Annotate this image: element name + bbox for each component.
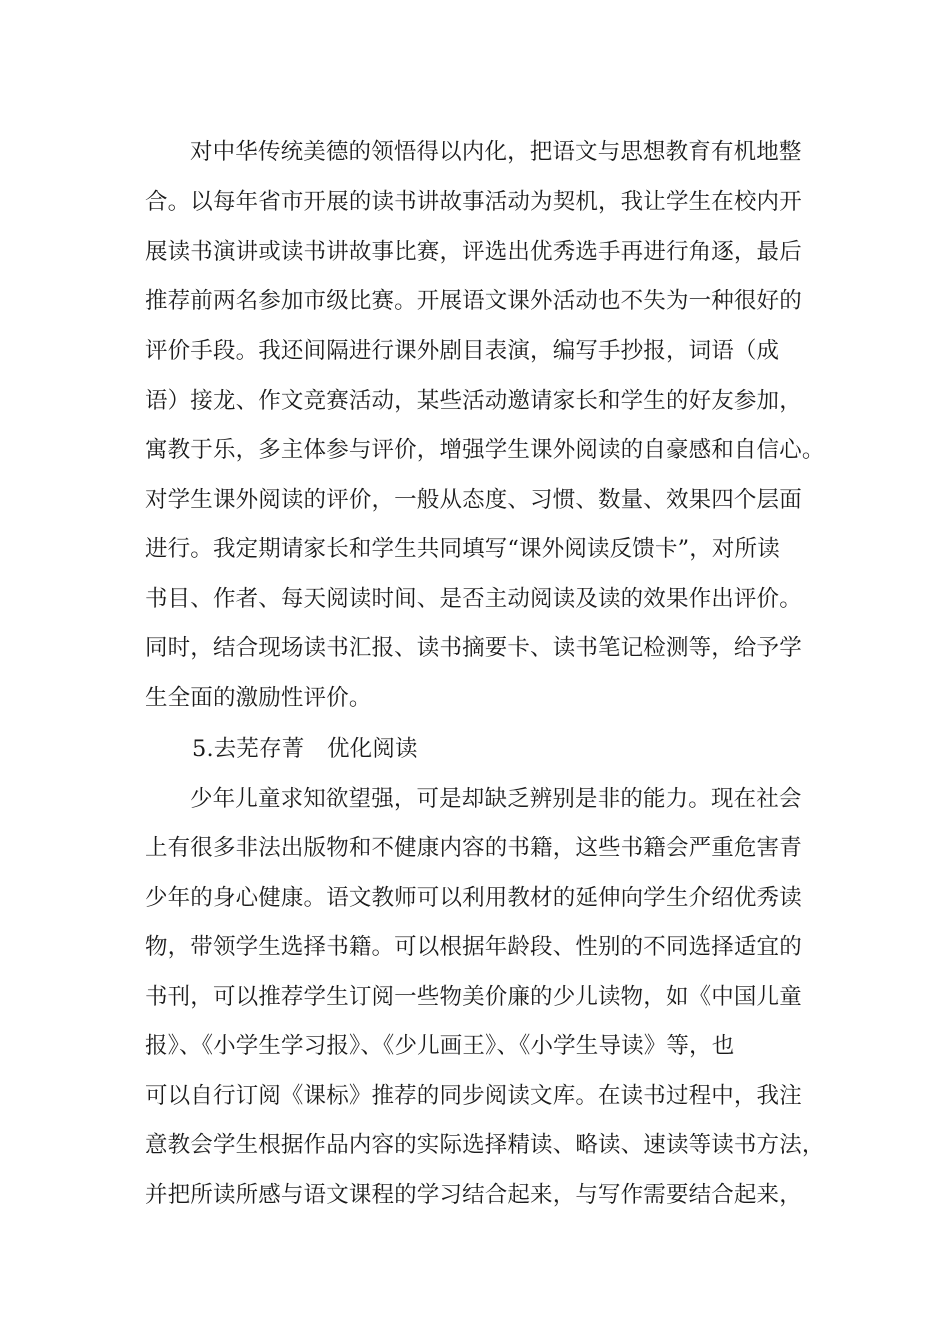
paragraph-1-line: 推荐前两名参加市级比赛。开展语文课外活动也不失为一种很好的 [145, 288, 802, 314]
paragraph-2-line: 意教会学生根据作品内容的实际选择精读、略读、速读等读书方法， [145, 1132, 825, 1158]
paragraph-1-line: 评价手段。我还间隔进行课外剧目表演，编写手抄报，词语（成 [145, 338, 780, 364]
paragraph-1-line: 生全面的激励性评价。 [145, 685, 372, 711]
paragraph-1-line: 对学生课外阅读的评价，一般从态度、习惯、数量、效果四个层面 [145, 487, 802, 513]
paragraph-2-line: 并把所读所感与语文课程的学习结合起来，与写作需要结合起来， [145, 1182, 802, 1208]
paragraph-1-line: 对中华传统美德的领悟得以内化，把语文与思想教育有机地整 [190, 139, 802, 165]
paragraph-1-line: 合。以每年省市开展的读书讲故事活动为契机，我让学生在校内开 [145, 189, 802, 215]
paragraph-2-line: 少年的身心健康。语文教师可以利用教材的延伸向学生介绍优秀读 [145, 885, 802, 911]
paragraph-1-line: 展读书演讲或读书讲故事比赛，评选出优秀选手再进行角逐，最后 [145, 239, 802, 265]
paragraph-1-line: 语）接龙、作文竞赛活动，某些活动邀请家长和学生的好友参加， [145, 388, 802, 414]
paragraph-2-line: 可以自行订阅《课标》推荐的同步阅读文库。在读书过程中，我注 [145, 1083, 802, 1109]
paragraph-1-line: 同时，结合现场读书汇报、读书摘要卡、读书笔记检测等，给予学 [145, 635, 802, 661]
paragraph-2-line: 报》、《小学生学习报》、《少儿画王》、《小学生导读》等，也 [145, 1033, 735, 1059]
paragraph-2-line: 物，带领学生选择书籍。可以根据年龄段、性别的不同选择适宜的 [145, 934, 802, 960]
paragraph-2-line: 少年儿童求知欲望强，可是却缺乏辨别是非的能力。现在社会 [190, 786, 802, 812]
paragraph-1-line: 书目、作者、每天阅读时间、是否主动阅读及读的效果作出评价。 [145, 586, 802, 612]
paragraph-1-line: 进行。我定期请家长和学生共同填写“课外阅读反馈卡”，对所读 [145, 536, 780, 562]
paragraph-2-line: 书刊，可以推荐学生订阅一些物美价廉的少儿读物，如《中国儿童 [145, 984, 802, 1010]
paragraph-2-line: 上有很多非法出版物和不健康内容的书籍，这些书籍会严重危害青 [145, 835, 802, 861]
paragraph-1-line: 寓教于乐，多主体参与评价，增强学生课外阅读的自豪感和自信心。 [145, 437, 825, 463]
section-heading: 5.去芜存菁 优化阅读 [192, 736, 418, 762]
